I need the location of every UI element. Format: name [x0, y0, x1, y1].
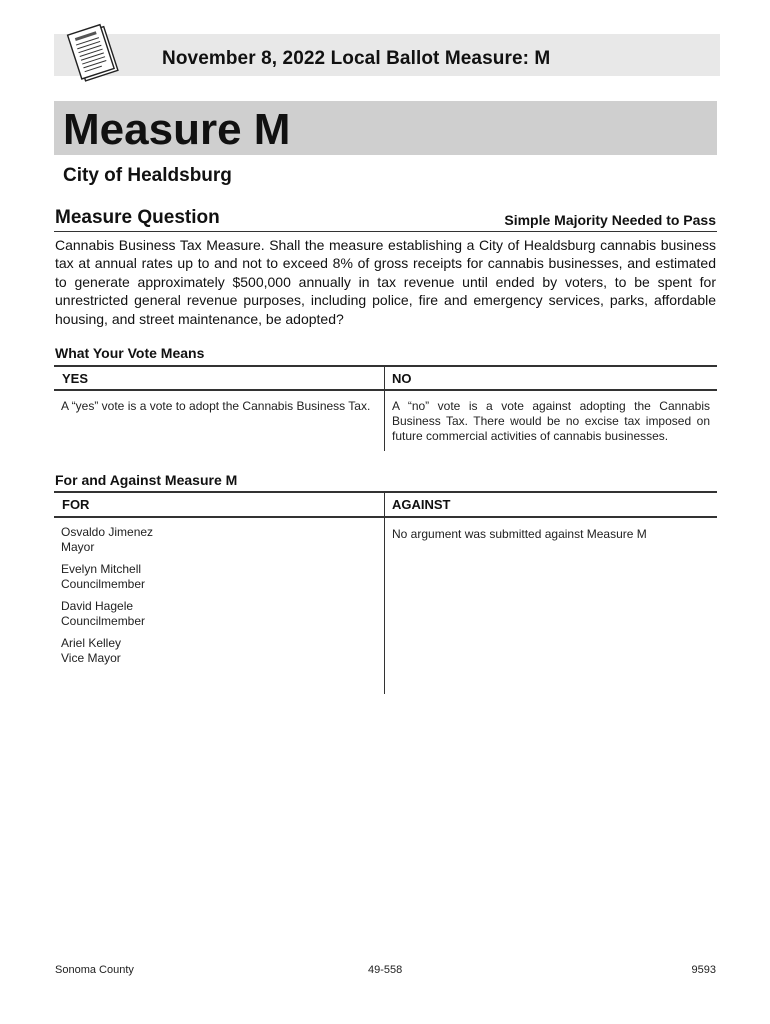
signer-name: Evelyn Mitchell — [61, 562, 142, 576]
signer — [61, 636, 379, 666]
no-column-header: NO — [392, 371, 412, 386]
for-column-header: FOR — [62, 497, 90, 512]
signer-title: Vice Mayor — [61, 651, 121, 665]
measure-question-text: Cannabis Business Tax Measure. Shall the measure establishing a City of Healdsburg cannabis business tax at annual rates up to and not to exceed 8% of gross receipts for cannabis businesses, and estimated to generate approximately $500,000 annually in tax revenue until ended by voters, to be spent for unrestricted general revenue purposes, including police, fire and emergency services, parks, affordable housing, and street maintenance, be adopted? — [55, 237, 716, 327]
yes-vote-description: A “yes” vote is a vote to adopt the Cannabis Business Tax. — [61, 399, 371, 413]
signer-title: Councilmember — [61, 577, 146, 591]
vote-table-column-divider — [384, 366, 385, 451]
signer-name: Ariel Kelley — [61, 636, 122, 650]
majority-requirement: Simple Majority Needed to Pass — [504, 212, 716, 228]
footer-page-code: 49-558 — [368, 964, 403, 976]
no-vote-description: A “no” vote is a vote against adopting the Cannabis Business Tax. There would be no excise tax imposed on future commercial activities of cannabis businesses. — [392, 399, 710, 443]
measure-title: Measure M — [63, 105, 291, 154]
for-against-heading: For and Against Measure M — [55, 472, 238, 488]
signer-name: David Hagele — [61, 599, 134, 613]
vote-table-header-rule — [54, 389, 717, 391]
question-divider — [54, 231, 717, 232]
vote-means-heading: What Your Vote Means — [55, 345, 205, 361]
for-against-header-rule — [54, 516, 717, 518]
signer-title: Mayor — [61, 540, 95, 554]
against-argument-text: No argument was submitted against Measure M — [392, 527, 647, 541]
signer — [61, 525, 379, 555]
city-name: City of Healdsburg — [63, 165, 232, 186]
vote-table-top-rule — [54, 365, 717, 367]
for-signers-list — [61, 525, 379, 673]
header-title: November 8, 2022 Local Ballot Measure: M — [162, 48, 551, 69]
signer-name: Osvaldo Jimenez — [61, 525, 154, 539]
for-against-top-rule — [54, 491, 717, 493]
against-column-header: AGAINST — [392, 497, 451, 512]
measure-question-heading: Measure Question — [55, 207, 220, 228]
footer-number: 9593 — [691, 964, 716, 976]
footer-county: Sonoma County — [55, 964, 134, 976]
signer — [61, 599, 379, 629]
for-against-column-divider — [384, 492, 385, 694]
yes-column-header: YES — [62, 371, 89, 386]
signer-title: Councilmember — [61, 614, 146, 628]
ballot-document-icon — [62, 22, 126, 88]
signer — [61, 562, 379, 592]
